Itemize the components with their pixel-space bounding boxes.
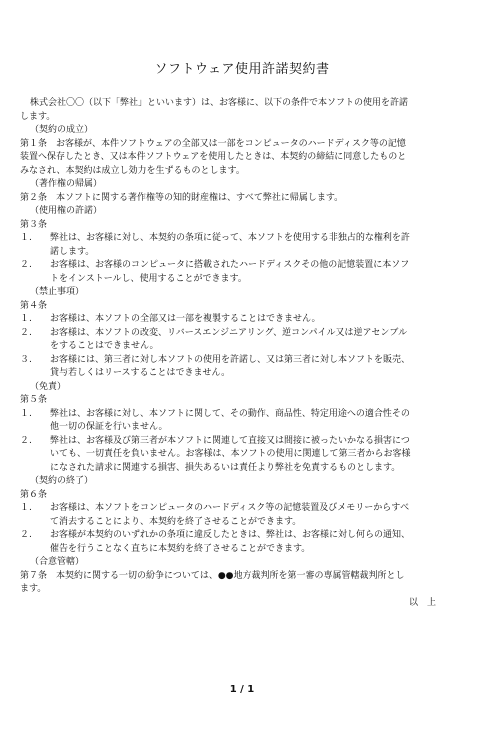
section-heading: （契約の終了） xyxy=(30,476,94,486)
item-number: １. xyxy=(20,408,32,419)
item-line: お客様は、本ソフトの改変、リバースエンジニアリング、逆コンパイル又は逆アセンブル xyxy=(50,327,408,338)
section-heading: （免責） xyxy=(30,381,67,392)
article-label: 第３条 xyxy=(20,219,48,230)
item-number: １. xyxy=(20,503,32,513)
item-line: て消去することにより、本契約を終了させることができます。 xyxy=(50,516,302,527)
list-item xyxy=(20,529,442,556)
closing-mark: 以 上 xyxy=(408,597,436,608)
section-heading: （契約の成立） xyxy=(30,125,94,135)
article-line: 第１条 お客様が、本件ソフトウェアの全部又は一部をコンピュータのハードディスク等の記憶 xyxy=(20,138,406,149)
item-line: お客様は、本ソフトをコンピュータのハードディスク等の記憶装置及びメモリーからすべ xyxy=(50,503,410,513)
item-number: ２. xyxy=(20,435,32,446)
preamble xyxy=(20,97,442,124)
article-6-items xyxy=(20,502,442,556)
article-1 xyxy=(20,138,442,179)
article-3-items xyxy=(20,232,442,286)
article-line: みなされ、本契約は成立し効力を生ずるものとします。 xyxy=(20,165,245,176)
item-line: お客様が本契約のいずれかの条項に違反したときは、弊社は、お客様に対し何らの通知、 xyxy=(50,530,411,540)
section-heading: （禁止事項） xyxy=(30,287,85,297)
article-label: 第５条 xyxy=(20,395,48,405)
list-item xyxy=(20,435,442,476)
item-line: 弊社は、お客様に対し、本契約の条項に従って、本ソフトを使用する非独占的な権利を許 xyxy=(50,233,410,243)
item-line: 貸与若しくはリースすることはできません。 xyxy=(50,368,231,378)
article-line: 第７条 本契約に関する一切の紛争については、●●地方裁判所を第一審の専属管轄裁判所とし xyxy=(20,570,405,581)
section-heading: （合意管轄） xyxy=(30,557,85,567)
item-line: 諾します。 xyxy=(50,246,95,257)
article-label: 第６条 xyxy=(20,489,48,500)
document-title: ソフトウェア使用許諾契約書 xyxy=(154,62,330,77)
item-number: １. xyxy=(20,233,32,243)
document-body xyxy=(20,97,442,610)
article-5-items xyxy=(20,408,442,476)
preamble-line: 株式会社〇〇（以下「弊社」といいます）は、お客様に、以下の条件で本ソフトの使用を許諾 xyxy=(30,98,409,108)
list-item xyxy=(20,232,442,259)
article-label: 第４条 xyxy=(20,300,48,311)
section-heading: （著作権の帰属） xyxy=(30,179,103,189)
item-line: お客様には、第三者に対し本ソフトの使用を許諾し、又は第三者に対し本ソフトを販売、 xyxy=(50,354,411,365)
article-7 xyxy=(20,570,442,597)
list-item xyxy=(20,327,442,354)
preamble-line: します。 xyxy=(20,111,56,122)
item-line: 弊社は、お客様及び第三者が本ソフトに関連して直接又は間接に被ったいかなる損害につ xyxy=(50,435,410,446)
item-number: ２. xyxy=(20,530,32,540)
list-item xyxy=(20,502,442,529)
item-number: ２. xyxy=(20,260,32,270)
list-item xyxy=(20,313,442,327)
article-line: ます。 xyxy=(20,584,47,594)
article-line: 装置へ保存したとき、又は本件ソフトウェアを使用したときは、本契約の締結に同意したものと xyxy=(20,152,407,162)
item-number: １. xyxy=(20,314,32,324)
list-item xyxy=(20,354,442,381)
item-line: になされた請求に関連する損害、損失あるいは責任より弊社を免責するものとします。 xyxy=(50,462,401,473)
item-line: をすることはできません。 xyxy=(50,341,159,351)
item-line: いても、一切責任を負いません。お客様は、本ソフトの使用に関連して第三者からお客様 xyxy=(50,449,411,459)
item-number: ２. xyxy=(20,327,32,338)
article-2: 第２条 本ソフトに関する著作権等の知的財産権は、すべて弊社に帰属します。 xyxy=(20,192,344,203)
item-line: 催告を行うことなく直ちに本契約を終了させることができます。 xyxy=(50,543,311,554)
item-line: 他一切の保証を行いません。 xyxy=(50,422,168,432)
section-heading: （使用権の許諾） xyxy=(30,206,103,216)
article-4-items xyxy=(20,313,442,381)
item-line: お客様は、お客様のコンピュータに搭載されたハードディスクその他の記憶装置に本ソフ xyxy=(50,260,410,270)
item-line: お客様は、本ソフトの全部又は一部を複製することはできません。 xyxy=(50,314,321,324)
item-line: 弊社は、お客様に対し、本ソフトに関して、その動作、商品性、特定用途への適合性その xyxy=(50,408,410,419)
page-number: 1 / 1 xyxy=(229,684,255,695)
list-item xyxy=(20,259,442,286)
item-number: ３. xyxy=(20,354,32,365)
list-item xyxy=(20,408,442,435)
item-line: トをインストールし、使用することができます。 xyxy=(50,273,247,284)
